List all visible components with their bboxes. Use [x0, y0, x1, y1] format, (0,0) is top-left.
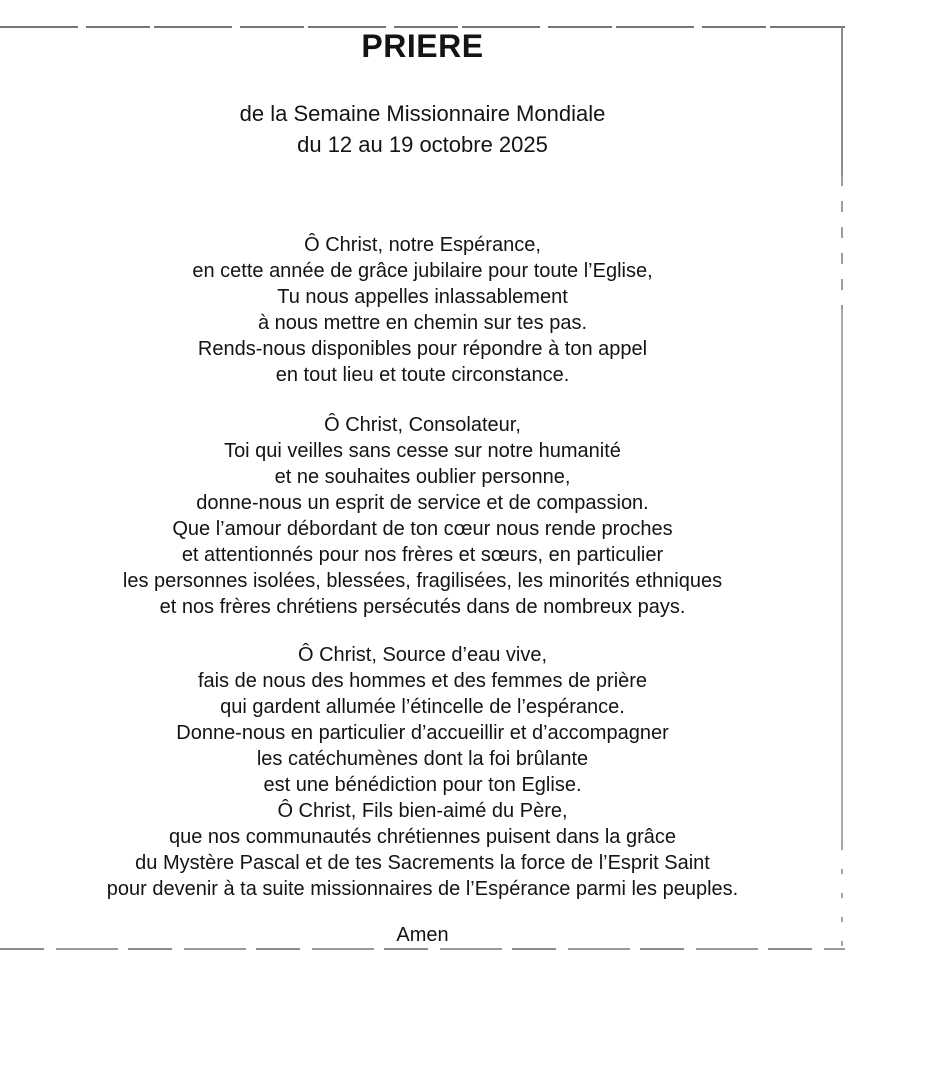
prayer-stanza-1: [0, 232, 845, 388]
prayer-line: Rends-nous disponibles pour répondre à ton appel: [197, 338, 648, 360]
prayer-line: Ô Christ, Source d’eau vive,: [298, 644, 547, 666]
prayer-line: pour devenir à ta suite missionnaires de l’Espérance parmi les peuples.: [106, 878, 739, 900]
page-title: PRIERE: [361, 28, 484, 64]
prayer-line: fais de nous des hommes et des femmes de prière: [197, 670, 648, 692]
prayer-line: en cette année de grâce jubilaire pour toute l’Eglise,: [192, 260, 653, 282]
prayer-line: est une bénédiction pour ton Eglise.: [263, 774, 582, 796]
prayer-stanza-3: [0, 642, 845, 902]
prayer-line: du Mystère Pascal et de tes Sacrements la force de l’Esprit Saint: [135, 852, 710, 874]
prayer-line: Ô Christ, Fils bien-aimé du Père,: [277, 800, 568, 822]
prayer-line: et nos frères chrétiens persécutés dans de nombreux pays.: [159, 596, 686, 618]
subtitle-line-2: du 12 au 19 octobre 2025: [297, 132, 548, 157]
subtitle-line-1: de la Semaine Missionnaire Mondiale: [239, 101, 606, 126]
prayer-line: que nos communautés chrétiennes puisent dans la grâce: [169, 826, 676, 848]
scan-border-bottom-line: [0, 948, 845, 950]
prayer-stanza-2: [0, 412, 845, 620]
subtitle: [0, 98, 845, 160]
closing-amen: Amen: [396, 924, 449, 946]
prayer-line: les catéchumènes dont la foi brûlante: [256, 748, 589, 770]
prayer-line: Que l’amour débordant de ton cœur nous rende proches: [172, 518, 673, 540]
prayer-line: les personnes isolées, blessées, fragilisées, les minorités ethniques: [122, 570, 723, 592]
prayer-line: en tout lieu et toute circonstance.: [275, 364, 570, 386]
prayer-line: Toi qui veilles sans cesse sur notre humanité: [224, 440, 621, 462]
prayer-line: et ne souhaites oublier personne,: [274, 466, 571, 488]
prayer-line: Donne-nous en particulier d’accueillir et d’accompagner: [176, 722, 669, 744]
prayer-line: qui gardent allumée l’étincelle de l’espérance.: [220, 696, 625, 718]
prayer-line: et attentionnés pour nos frères et sœurs, en particulier: [181, 544, 664, 566]
prayer-line: Tu nous appelles inlassablement: [277, 286, 568, 308]
prayer-line: à nous mettre en chemin sur tes pas.: [257, 312, 588, 334]
prayer-line: donne-nous un esprit de service et de compassion.: [196, 492, 649, 514]
prayer-line: Ô Christ, Consolateur,: [324, 414, 521, 436]
prayer-line: Ô Christ, notre Espérance,: [304, 234, 541, 256]
